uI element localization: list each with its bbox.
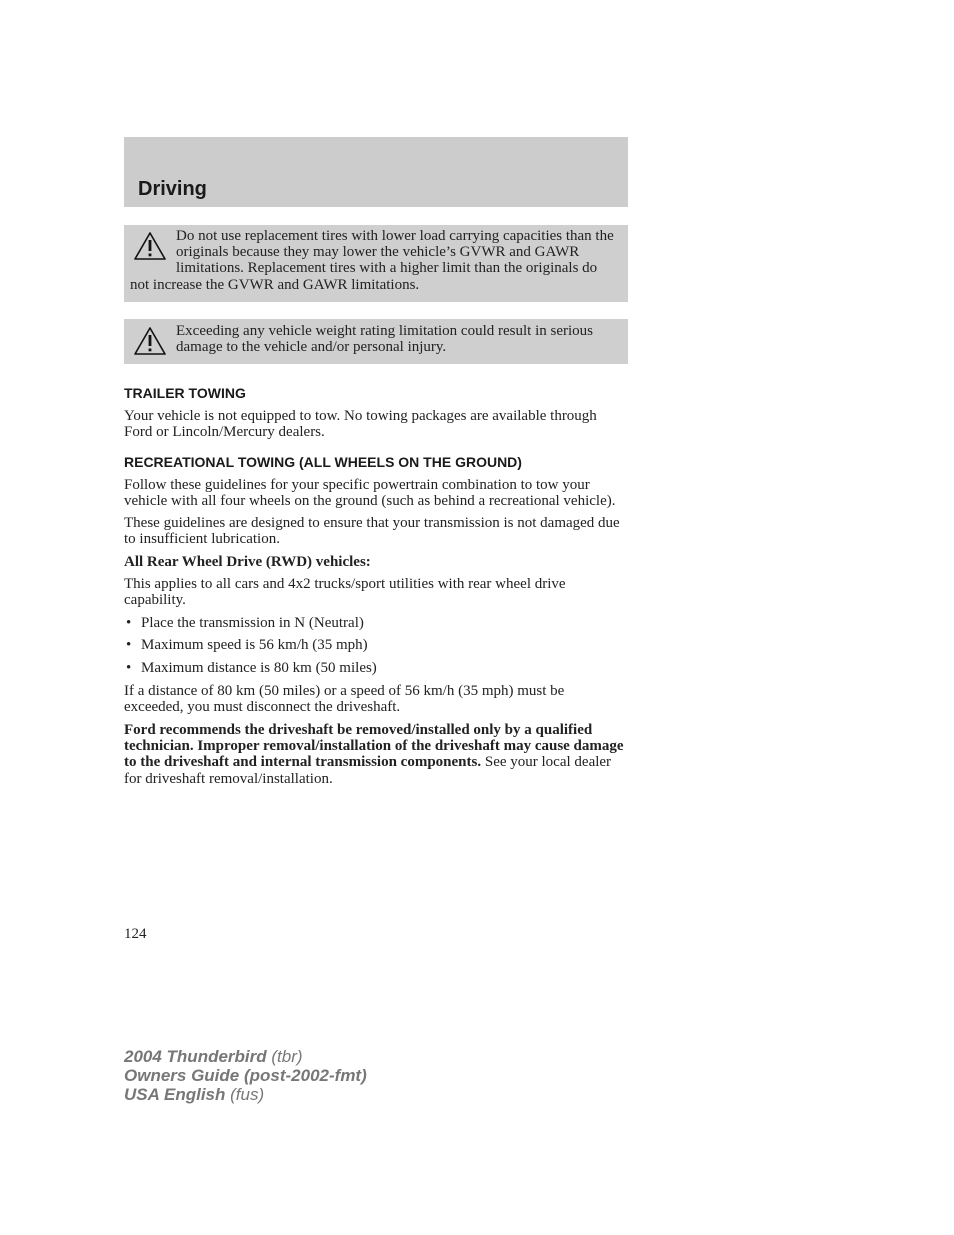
list-item-text: Place the transmission in N (Neutral) — [141, 614, 364, 631]
footer-guide: Owners Guide (post-2002-fmt) — [124, 1066, 367, 1085]
trailer-towing-heading: TRAILER TOWING — [124, 385, 246, 401]
recreational-towing-heading: RECREATIONAL TOWING (ALL WHEELS ON THE GROUND) — [124, 453, 522, 470]
warning-text: Do not use replacement tires with lower load carrying capacities than the originals because they may lower the vehicle’s GVWR and GAWR limitations. Replacement tires with a higher limit than the originals do not increase the GVWR and GAWR limitations. — [130, 228, 614, 293]
page-number: 124 — [124, 926, 147, 942]
footer-line-2 — [124, 1066, 367, 1085]
list-item-text: Maximum speed is 56 km/h (35 mph) — [141, 637, 368, 654]
exceed-limits-para: If a distance of 80 km (50 miles) or a speed of 56 km/h (35 mph) must be exceeded, you must disconnect the driveshaft. — [124, 683, 565, 716]
rwd-subheading: All Rear Wheel Drive (RWD) vehicles: — [124, 553, 371, 570]
document-footer — [124, 1047, 367, 1104]
footer-language-code: (fus) — [225, 1085, 265, 1104]
bullet-icon: • — [126, 660, 132, 677]
recreational-towing-para-1: Follow these guidelines for your specific powertrain combination to tow your vehicle with all four wheels on the ground (such as behind a recreational vehicle). — [124, 476, 616, 509]
rwd-intro: This applies to all cars and 4x2 trucks/sport utilities with rear wheel drive capability. — [124, 576, 566, 609]
driveshaft-recommendation — [124, 722, 624, 787]
section-title: Driving — [138, 178, 207, 200]
warning-text: Exceeding any vehicle weight rating limitation could result in serious damage to the vehicle and/or personal injury. — [176, 323, 593, 356]
driveshaft-recommendation-rest: See your local dealer for driveshaft removal/installation. — [124, 754, 612, 787]
trailer-towing-body: Your vehicle is not equipped to tow. No towing packages are available through Ford or Lincoln/Mercury dealers. — [124, 408, 597, 441]
bullet-icon: • — [126, 637, 132, 654]
main-content — [124, 384, 624, 793]
warning-triangle-icon — [133, 231, 167, 261]
footer-language: USA English — [124, 1085, 226, 1104]
list-item-text: Maximum distance is 80 km (50 miles) — [141, 660, 377, 677]
warning-box-weight-rating — [124, 319, 628, 364]
list-item — [124, 615, 624, 631]
warning-triangle-icon — [133, 326, 167, 356]
footer-line-1 — [124, 1047, 367, 1066]
towing-rules-list — [124, 615, 624, 677]
footer-line-3 — [124, 1085, 367, 1104]
bullet-icon: • — [126, 614, 132, 631]
warning-box-tires — [124, 225, 628, 302]
recreational-towing-para-2: These guidelines are designed to ensure that your transmission is not damaged due to insufficient lubrication. — [124, 515, 620, 548]
list-item — [124, 637, 624, 653]
footer-model: 2004 Thunderbird — [124, 1047, 267, 1066]
list-item — [124, 660, 624, 676]
section-header-band — [124, 137, 628, 207]
footer-model-code: (tbr) — [266, 1047, 303, 1066]
driveshaft-recommendation-bold: Ford recommends the driveshaft be removed/installed only by a qualified technician. Improper removal/installation of the driveshaft may cause damage to the driveshaft and internal transmission components. — [124, 721, 624, 771]
